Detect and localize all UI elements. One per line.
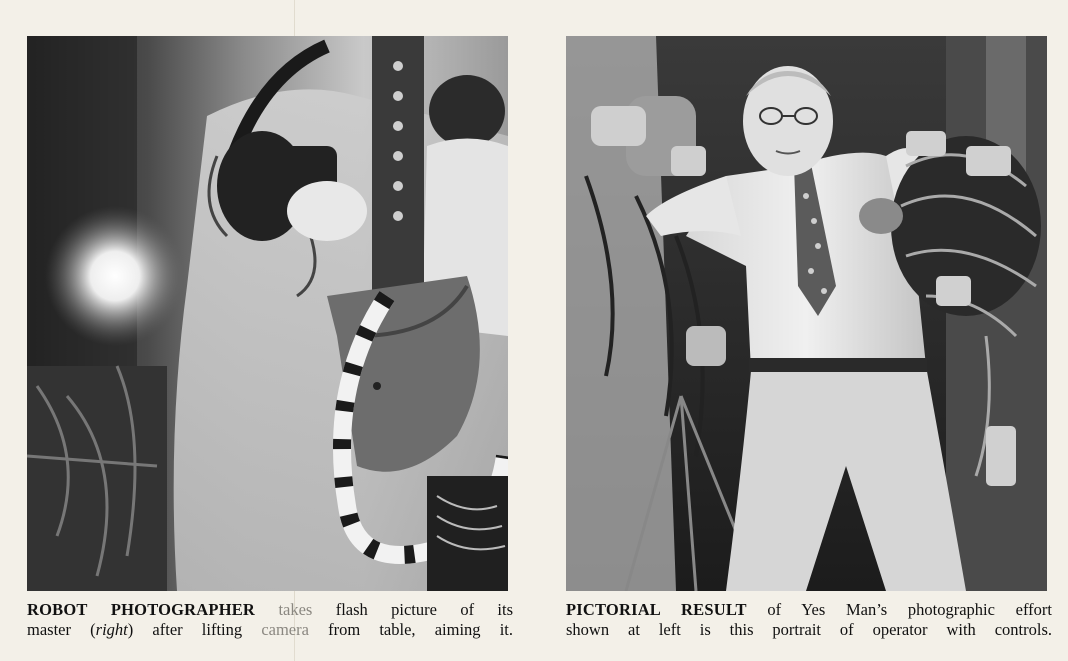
right-photo-caption (566, 600, 1052, 640)
left-photo-caption (27, 600, 513, 640)
operator-portrait-photo (566, 36, 1047, 591)
left-caption-line2-end: from table, aiming it. (308, 620, 514, 639)
robot-photographer-photo (27, 36, 508, 591)
left-caption-line2-start: master ( (27, 620, 96, 639)
left-caption-line2-mid: ) after lifting (127, 620, 262, 639)
robot-photographer-image (27, 36, 508, 591)
right-caption-line-2: shown at left is this portrait of operator with controls. (566, 620, 1052, 639)
left-caption-lead: ROBOT PHOTOGRAPHER (27, 600, 256, 619)
left-caption-space (255, 600, 278, 619)
right-caption-line-1 (566, 600, 1052, 620)
right-caption-lead: PICTORIAL RESULT (566, 600, 747, 619)
right-caption-line1-text: of Yes Man’s photographic effort (746, 600, 1053, 619)
left-caption-line1-text: flash picture of its (312, 600, 514, 619)
operator-portrait-image (566, 36, 1047, 591)
left-caption-faded-camera: camera (261, 620, 309, 639)
left-caption-line-1 (27, 600, 513, 620)
left-caption-line-2 (27, 620, 513, 640)
left-caption-italic: right (95, 620, 128, 639)
left-caption-faded-word: takes (278, 600, 313, 619)
